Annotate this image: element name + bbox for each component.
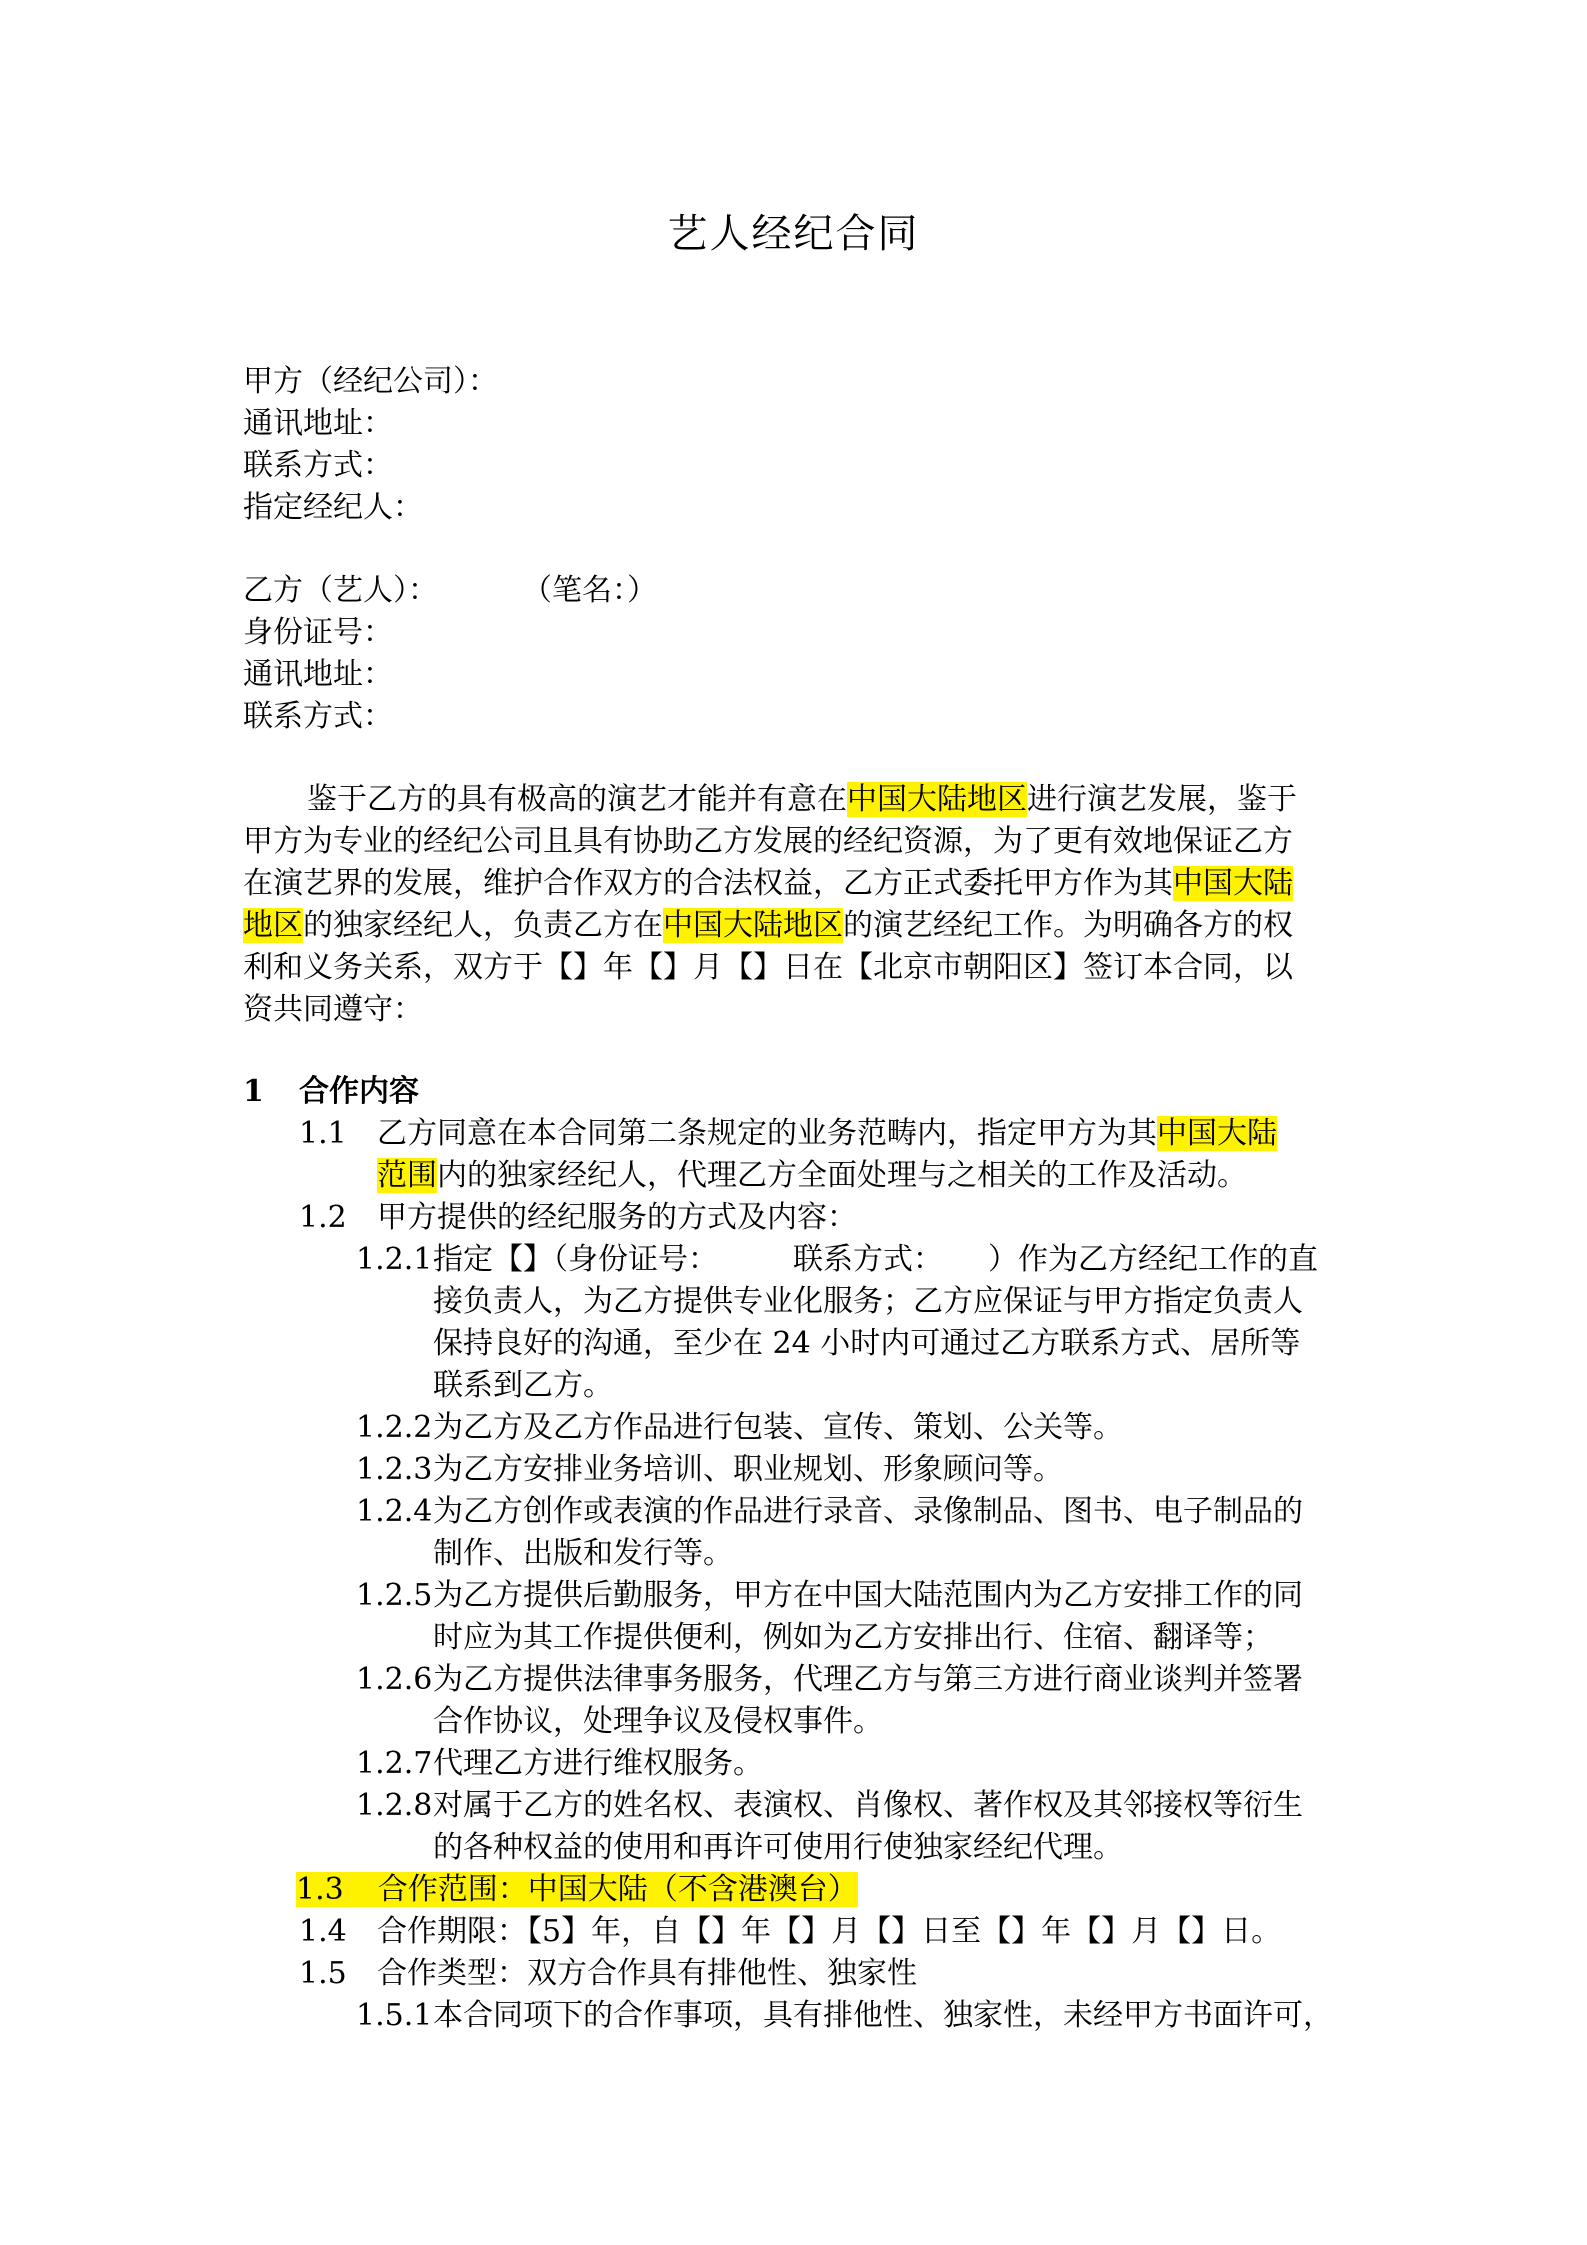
clause-1-5-1-text: 本合同项下的合作事项，具有排他性、独家性，未经甲方书面许可， bbox=[433, 1998, 1333, 2033]
preamble-text: 的独家经纪人，负责乙方在 bbox=[303, 908, 663, 943]
preamble-text: 进行演艺发展，鉴于 bbox=[1027, 782, 1297, 817]
clause-1-2-6-line: 为乙方提供法律事务服务，代理乙方与第三方进行商业谈判并签署 bbox=[433, 1662, 1303, 1697]
preamble-line-6: 资共同遵守： bbox=[243, 992, 423, 1027]
clause-1-5-text: 合作类型：双方合作具有排他性、独家性 bbox=[377, 1956, 917, 1991]
clause-1-1-number: 1.1 bbox=[299, 1116, 347, 1151]
highlight-region: 中国大陆地区 bbox=[847, 782, 1027, 817]
preamble-line-3 bbox=[243, 863, 1293, 905]
highlight-region: 地区 bbox=[243, 908, 303, 943]
clause-1-2-8-line: 对属于乙方的姓名权、表演权、肖像权、著作权及其邻接权等衍生 bbox=[433, 1788, 1303, 1823]
clause-1-2-5-number: 1.2.5 bbox=[356, 1578, 433, 1613]
clause-1-2-1-number: 1.2.1 bbox=[356, 1242, 433, 1277]
clause-1-2-4-line: 为乙方创作或表演的作品进行录音、录像制品、图书、电子制品的 bbox=[433, 1494, 1303, 1529]
clause-1-2-2-number: 1.2.2 bbox=[356, 1410, 433, 1445]
clause-1-1-line-2 bbox=[377, 1155, 1247, 1197]
clause-1-3-text: 合作范围：中国大陆（不含港澳台） bbox=[377, 1872, 858, 1907]
clause-1-2-number: 1.2 bbox=[299, 1200, 347, 1235]
party-b-label: 乙方（艺人）： bbox=[243, 573, 438, 608]
highlight-region: 中国大陆地区 bbox=[663, 908, 843, 943]
preamble-line-1 bbox=[307, 779, 1297, 821]
party-b-id-number: 身份证号： bbox=[243, 615, 393, 650]
clause-1-2-1-line: 接负责人，为乙方提供专业化服务；乙方应保证与甲方指定负责人 bbox=[433, 1284, 1303, 1319]
document-title: 艺人经纪合同 bbox=[667, 211, 920, 257]
clause-1-2-7-line: 代理乙方进行维权服务。 bbox=[433, 1746, 763, 1781]
clause-1-2-3-line: 为乙方安排业务培训、职业规划、形象顾问等。 bbox=[433, 1452, 1063, 1487]
party-a-label: 甲方（经纪公司）： bbox=[243, 364, 498, 399]
clause-1-2-6-number: 1.2.6 bbox=[356, 1662, 433, 1697]
section-1-heading: 合作内容 bbox=[299, 1074, 419, 1109]
clause-1-2-8-line: 的各种权益的使用和再许可使用行使独家经纪代理。 bbox=[433, 1830, 1123, 1865]
clause-1-2-6-line: 合作协议，处理争议及侵权事件。 bbox=[433, 1704, 883, 1739]
party-b-pen-name: （笔名：） bbox=[522, 573, 657, 608]
party-b-contact: 联系方式： bbox=[243, 699, 393, 734]
clause-1-5-number: 1.5 bbox=[299, 1956, 347, 1991]
highlight-region: 中国大陆 bbox=[1173, 866, 1293, 901]
clause-1-2-3-number: 1.2.3 bbox=[356, 1452, 433, 1487]
clause-1-2-1-line: 保持良好的沟通，至少在 24 小时内可通过乙方联系方式、居所等 bbox=[433, 1326, 1301, 1361]
clause-1-2-text: 甲方提供的经纪服务的方式及内容： bbox=[377, 1200, 857, 1235]
clause-1-3-number: 1.3 bbox=[296, 1872, 344, 1907]
clause-1-2-5-line: 时应为其工作提供便利，例如为乙方安排出行、住宿、翻译等； bbox=[433, 1620, 1273, 1655]
clause-1-1-line-1 bbox=[377, 1113, 1277, 1155]
clause-1-2-1-line: 指定【】（身份证号： 联系方式： ）作为乙方经纪工作的直 bbox=[433, 1242, 1318, 1277]
clause-text: 内的独家经纪人，代理乙方全面处理与之相关的工作及活动。 bbox=[437, 1158, 1247, 1193]
highlight-region: 范围 bbox=[377, 1158, 437, 1193]
party-b-address: 通讯地址： bbox=[243, 657, 393, 692]
preamble-text: 鉴于乙方的具有极高的演艺才能并有意在 bbox=[307, 782, 847, 817]
party-a-agent: 指定经纪人： bbox=[243, 490, 423, 525]
clause-1-5-1-number: 1.5.1 bbox=[356, 1998, 433, 2033]
party-a-address: 通讯地址： bbox=[243, 406, 393, 441]
preamble-line-2: 甲方为专业的经纪公司且具有协助乙方发展的经纪资源，为了更有效地保证乙方 bbox=[243, 824, 1293, 859]
clause-1-2-5-line: 为乙方提供后勤服务，甲方在中国大陆范围内为乙方安排工作的同 bbox=[433, 1578, 1303, 1613]
highlight-region: 中国大陆 bbox=[1157, 1116, 1277, 1151]
preamble-text: 的演艺经纪工作。为明确各方的权 bbox=[843, 908, 1293, 943]
party-a-contact: 联系方式： bbox=[243, 448, 393, 483]
clause-text: 乙方同意在本合同第二条规定的业务范畴内，指定甲方为其 bbox=[377, 1116, 1157, 1151]
clause-1-2-2-line: 为乙方及乙方作品进行包装、宣传、策划、公关等。 bbox=[433, 1410, 1123, 1445]
clause-1-2-8-number: 1.2.8 bbox=[356, 1788, 433, 1823]
preamble-line-4 bbox=[243, 905, 1293, 947]
clause-1-3 bbox=[296, 1869, 858, 1911]
clause-1-2-4-line: 制作、出版和发行等。 bbox=[433, 1536, 733, 1571]
clause-1-2-4-number: 1.2.4 bbox=[356, 1494, 433, 1529]
clause-1-2-7-number: 1.2.7 bbox=[356, 1746, 433, 1781]
clause-1-2-1-line: 联系到乙方。 bbox=[433, 1368, 613, 1403]
clause-1-4-number: 1.4 bbox=[299, 1914, 347, 1949]
clause-1-4-text: 合作期限：【5】年，自【】年【】月【】日至【】年【】月【】日。 bbox=[377, 1914, 1282, 1949]
section-1-number: 1 bbox=[243, 1074, 264, 1109]
highlight-region bbox=[296, 1872, 858, 1907]
preamble-line-5: 利和义务关系，双方于【】年【】月【】日在【北京市朝阳区】签订本合同，以 bbox=[243, 950, 1293, 985]
preamble-text: 在演艺界的发展，维护合作双方的合法权益，乙方正式委托甲方作为其 bbox=[243, 866, 1173, 901]
